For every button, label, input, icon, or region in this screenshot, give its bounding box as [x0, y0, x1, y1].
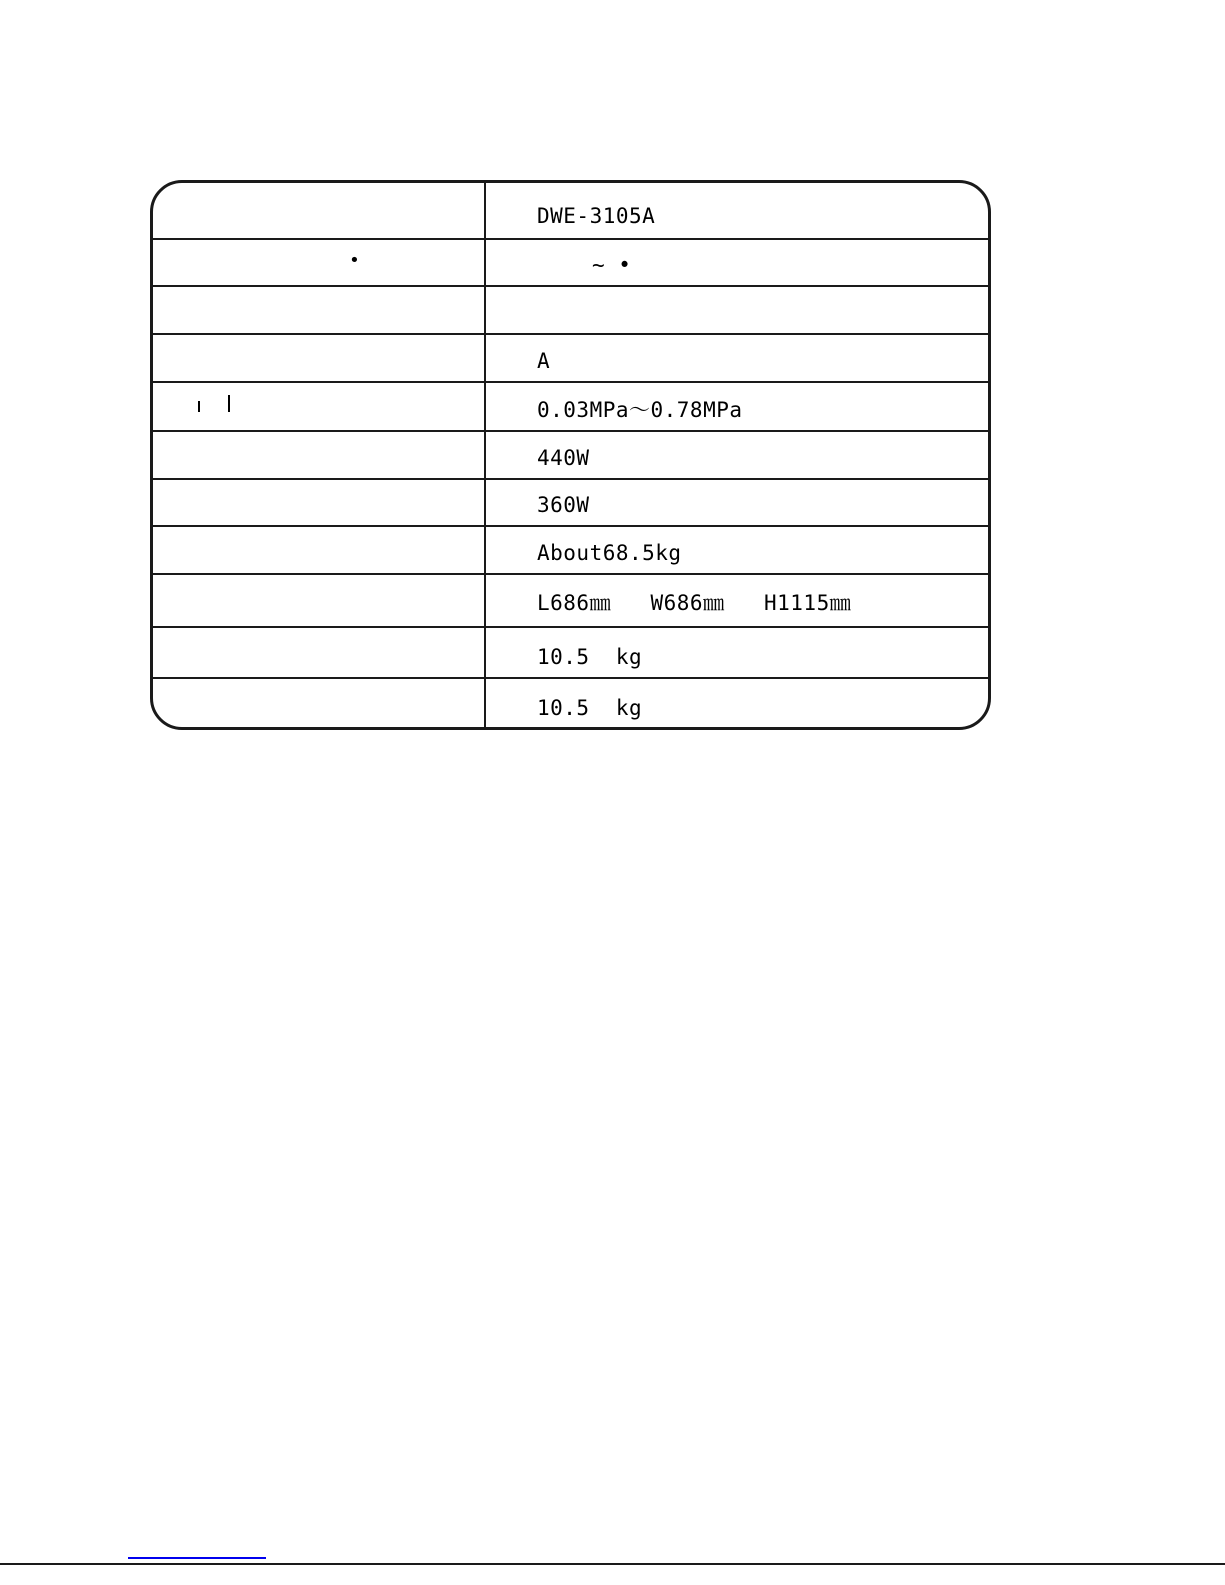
spec-label-cell — [153, 287, 484, 335]
table-row — [153, 430, 988, 480]
table-row — [153, 573, 988, 628]
spec-value-wash-power: 440W — [537, 446, 590, 470]
spec-value-cell — [537, 575, 988, 628]
footer-link-underline[interactable] — [128, 1557, 266, 1559]
table-row — [153, 333, 988, 383]
spec-value-cell — [537, 480, 988, 527]
bar-mark — [228, 395, 230, 412]
table-row — [153, 183, 988, 238]
spec-value-cell — [537, 432, 988, 480]
spec-label-cell — [153, 335, 484, 383]
table-row — [153, 626, 988, 679]
spec-label-cell — [153, 432, 484, 480]
spec-label-cell — [153, 575, 484, 628]
spec-value-spin-capacity: 10.5 kg — [537, 696, 643, 720]
spec-value-wash-capacity: 10.5 kg — [537, 645, 643, 669]
spec-table — [150, 180, 991, 730]
spec-label-cell — [153, 527, 484, 575]
table-row — [153, 478, 988, 527]
spec-label-cell — [153, 383, 484, 432]
spec-value-cell — [537, 183, 988, 238]
spec-value-cell — [537, 335, 988, 383]
spec-value-spin-power: 360W — [537, 493, 590, 517]
spec-label-cell — [153, 183, 484, 238]
table-row — [153, 381, 988, 432]
spec-label-cell — [153, 679, 484, 730]
spec-label-cell — [153, 480, 484, 527]
spec-value-cell — [537, 287, 988, 335]
spec-value-weight: About68.5kg — [537, 541, 682, 565]
table-row — [153, 525, 988, 575]
bar-mark — [198, 401, 200, 412]
dot-mark: • — [349, 250, 360, 271]
spec-value-cell — [537, 383, 988, 432]
table-row — [153, 238, 988, 287]
spec-label-cell — [153, 240, 484, 287]
table-row — [153, 677, 988, 730]
spec-label-cell — [153, 628, 484, 679]
spec-value-cell — [537, 679, 988, 730]
spec-value-cell — [537, 527, 988, 575]
spec-value-model: DWE-3105A — [537, 204, 656, 228]
footer-rule — [0, 1563, 1225, 1565]
spec-value-cell — [537, 628, 988, 679]
spec-value-dimensions: L686㎜ W686㎜ H1115㎜ — [537, 591, 852, 615]
table-row — [153, 285, 988, 335]
spec-value-voltage: ~ • — [592, 253, 632, 277]
spec-value-current: A — [537, 349, 551, 373]
spec-value-cell — [537, 240, 988, 287]
spec-value-water-pressure: 0.03MPa～0.78MPa — [537, 398, 743, 422]
